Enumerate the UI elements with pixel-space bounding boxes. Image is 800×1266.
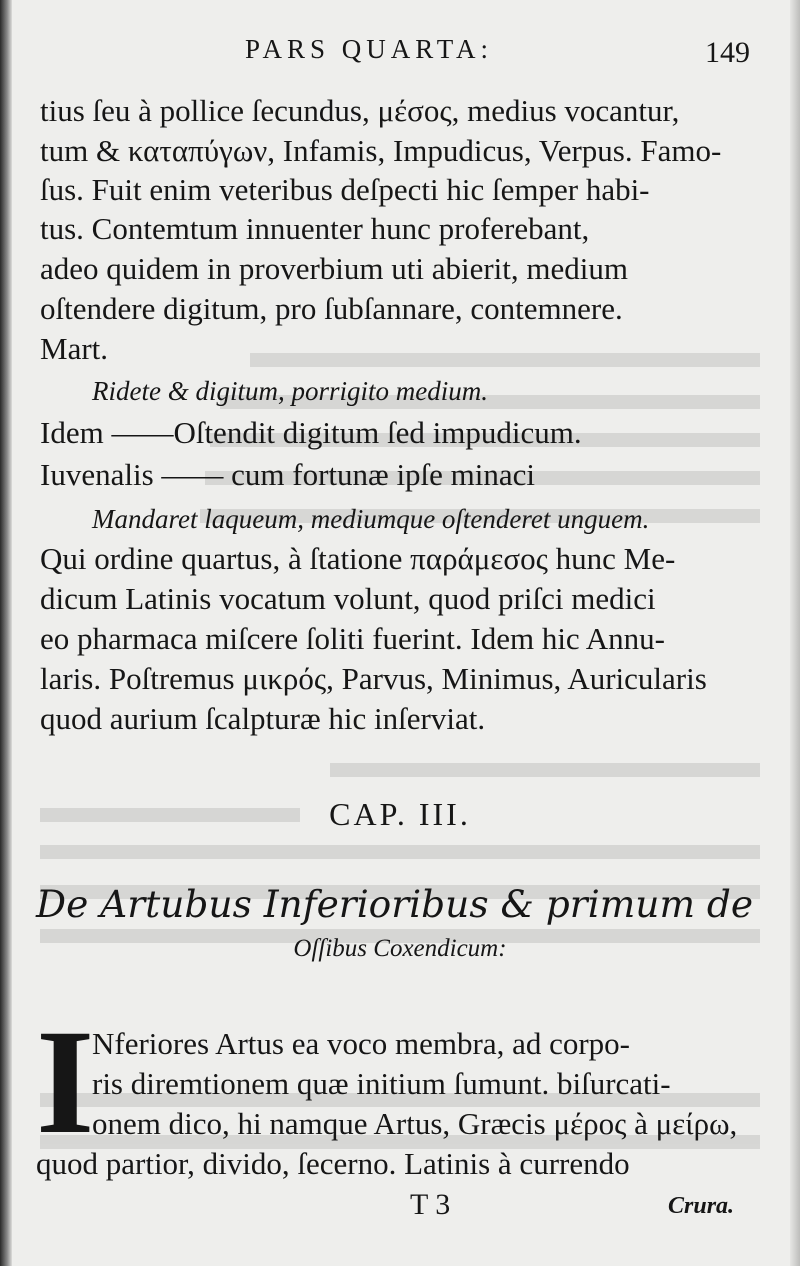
body-line: tum & καταπύγων, Infamis, Impudicus, Verpus. Famo- [40,133,722,168]
body-line: eo pharmaca miſcere ſoliti fuerint. Idem hic Annu- [40,621,665,656]
drop-capital: I [36,999,95,1165]
body-line: adeo quidem in proverbium uti abierit, medium [40,251,629,286]
signature-mark: T 3 [410,1188,451,1221]
paragraph-line: Nferiores Artus ea voco membra, ad corpo- [92,1026,630,1061]
chapter-label: CAP. III. [329,796,471,832]
body-line: Qui ordine quartus, à ſtatione παράμεσος hunc Me- [40,541,676,576]
running-head: PARS QUARTA: [245,34,494,64]
body-line: quod aurium ſcalpturæ hic inſerviat. [40,701,486,736]
body-line: laris. Poſtremus μικρός, Parvus, Minimus, Auricularis [40,661,707,696]
quote-line: Mandaret laqueum, mediumque oſtenderet unguem. [92,504,650,534]
catchword: Crura. [668,1193,735,1219]
quote-line: Ridete & digitum, porrigito medium. [92,376,488,406]
body-line: oſtendere digitum, pro ſubſannare, contemnere. [40,291,623,326]
body-line: Mart. [40,331,109,366]
paragraph-line: quod partior, divido, ſecerno. Latinis à currendo [36,1146,630,1181]
paragraph-line: onem dico, hi namque Artus, Græcis μέρος à μείρω, [92,1106,738,1141]
paragraph-line: ris diremtionem quæ initium ſumunt. biſurcati- [92,1066,671,1101]
chapter-title: De Artubus Inferioribus & primum de [36,882,754,926]
page-gutter-shadow [0,0,12,1266]
quote-line: Idem ——Oſtendit digitum ſed impudicum. [40,415,582,450]
body-line: tus. Contemtum innuenter hunc proferebant, [40,211,590,246]
page-number: 149 [705,36,750,69]
body-line: dicum Latinis vocatum volunt, quod priſci medici [40,581,656,616]
chapter-subtitle: Oſſibus Coxendicum: [293,935,507,962]
page-edge [790,0,800,1266]
body-line: ſus. Fuit enim veteribus deſpecti hic ſemper habi- [40,172,650,207]
quote-line: Iuvenalis —— cum fortunæ ipſe minaci [40,457,536,492]
body-line: tius ſeu à pollice ſecundus, μέσος, medius vocantur, [40,93,680,128]
